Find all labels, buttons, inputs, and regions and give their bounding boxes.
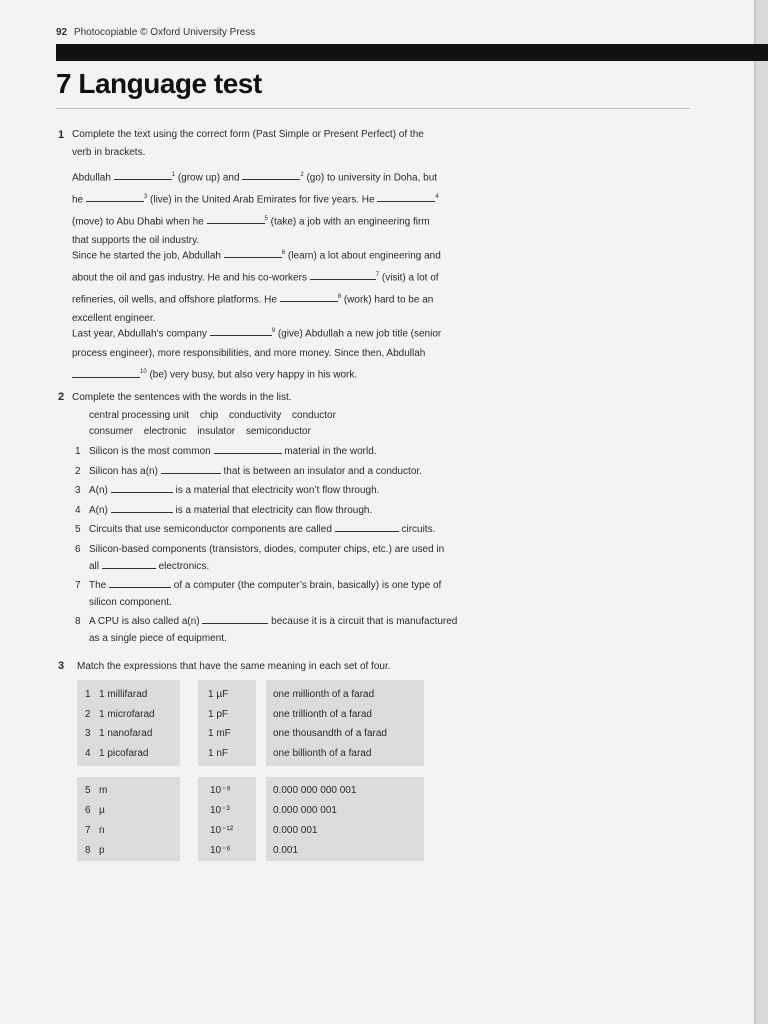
set2-left-item: 7 n: [85, 825, 105, 836]
set2-mid-item: 10⁻⁶: [210, 845, 231, 856]
set1-right-column: [273, 685, 387, 763]
question-3-number: 3: [58, 660, 65, 672]
word: central processing unit: [89, 410, 190, 421]
page-title: 7 Language test: [56, 68, 262, 99]
q1-paragraph-2: [72, 244, 441, 329]
q1-paragraph-1: [72, 166, 439, 251]
sentence-8: 8 A CPU is also called a(n) because it is a circuit that is manufactured: [75, 612, 457, 632]
sentence-6: 6 Silicon-based components (transistors, diodes, computer chips, etc.) are used in: [75, 543, 445, 555]
blank-8[interactable]: [280, 291, 338, 302]
blank-1[interactable]: [114, 169, 172, 180]
blank[interactable]: [111, 482, 173, 493]
word: insulator: [197, 426, 236, 437]
word-list: [89, 408, 344, 440]
set1-right-item: one billionth of a farad: [273, 747, 372, 759]
set1-mid-item: 1 µF: [208, 689, 229, 700]
set2-left-item: 8 p: [85, 845, 105, 856]
q1-line: Since he started the job, Abdullah $^6$ (learn) a lot about engineering and: [72, 244, 441, 266]
set1-right-item: one millionth of a farad: [273, 689, 375, 700]
q1-line: process engineer), more responsibilities, and more money. Since then, Abdullah: [72, 347, 426, 359]
word: conductivity: [228, 410, 282, 421]
set1-right-item: one trillionth of a farad: [273, 708, 372, 720]
blank[interactable]: [161, 463, 221, 474]
blank[interactable]: [109, 577, 171, 588]
blank-10[interactable]: [72, 367, 140, 378]
q1-line: excellent engineer.: [72, 313, 156, 325]
q1-line: refineries, oil wells, and offshore platforms. He $^8$ (work) hard to be an: [72, 288, 441, 310]
set1-left-column: [85, 685, 155, 763]
set2-left-item: 5 m: [85, 785, 108, 796]
blank-5[interactable]: [207, 213, 265, 224]
word: chip: [199, 410, 219, 421]
q1-line: he $^3$ (live) in the United Arab Emirates for five years. He $^4$: [72, 188, 439, 210]
q1-paragraph-3: [72, 322, 441, 385]
blank-4[interactable]: [377, 191, 435, 202]
q1-instruction-line2: verb in brackets.: [72, 147, 146, 158]
set2-left-column: [85, 781, 107, 861]
set1-left-item: 3 1 nanofarad: [85, 728, 153, 739]
page-header: [56, 27, 255, 38]
blank[interactable]: [335, 521, 399, 532]
sentence-1: 1 Silicon is the most common material in the world.: [75, 442, 457, 462]
question-2-instruction: Complete the sentences with the words in the list.: [72, 392, 292, 403]
q2-sentences: [75, 442, 457, 649]
sentence-7: 7 The of a computer (the computer’s brain, basically) is one type of: [75, 576, 457, 596]
word: electronic: [143, 426, 187, 437]
blank[interactable]: [214, 443, 282, 454]
sentence-3: 3 A(n) is a material that electricity won’t flow through.: [75, 481, 457, 501]
set2-mid-item: 10⁻⁹: [210, 785, 231, 796]
q1-line: about the oil and gas industry. He and his co-workers $^7$ (visit) a lot of: [72, 266, 441, 288]
q1-line: Last year, Abdullah’s company $^9$ (give) Abdullah a new job title (senior: [72, 322, 441, 344]
page-number: 92: [56, 27, 68, 38]
header-bar: [56, 44, 768, 61]
blank[interactable]: [102, 558, 156, 569]
set1-mid-column: [208, 685, 231, 763]
set1-left-item: 4 1 picofarad: [85, 747, 149, 759]
blank-9[interactable]: [210, 325, 272, 336]
q1-instruction-line1: Complete the text using the correct form (Past Simple or Present Perfect) of the: [72, 129, 424, 140]
set1-right-item: one thousandth of a farad: [273, 728, 387, 739]
sentence-6-cont: all electronics.: [75, 557, 457, 577]
blank-3[interactable]: [86, 191, 144, 202]
q1-line: that supports the oil industry.: [72, 235, 200, 247]
set2-right-column: [273, 781, 356, 861]
word-list-row: [89, 408, 344, 424]
sentence-4: 4 A(n) is a material that electricity can flow through.: [75, 501, 457, 521]
set2-right-item: 0.000 001: [273, 825, 318, 836]
q1-line: (move) to Abu Dhabi when he $^5$ (take) a job with an engineering firm: [72, 210, 439, 232]
set1-mid-item: 1 pF: [208, 708, 229, 720]
blank[interactable]: [202, 613, 268, 624]
set1-left-item: 1 1 millifarad: [85, 689, 148, 700]
blank[interactable]: [111, 502, 173, 513]
word: semiconductor: [245, 426, 311, 437]
title-divider: [56, 108, 690, 109]
blank-2[interactable]: [242, 169, 300, 180]
question-1-number: 1: [58, 129, 65, 141]
set1-mid-item: 1 mF: [208, 728, 231, 739]
word: consumer: [89, 426, 133, 437]
question-2-number: 2: [58, 391, 65, 403]
sentence-5: 5 Circuits that use semiconductor components are called circuits.: [75, 520, 457, 540]
question-3-instruction: Match the expressions that have the same meaning in each set of four.: [77, 661, 391, 672]
set2-mid-item: 10⁻³: [210, 805, 230, 816]
sentence-8-cont: as a single piece of equipment.: [89, 632, 227, 644]
copyright-text: Photocopiable © Oxford University Press: [73, 27, 256, 38]
set1-mid-item: 1 nF: [208, 747, 229, 759]
set1-left-item: 2 1 microfarad: [85, 708, 155, 720]
q1-line: Abdullah $^1$ (grow up) and $^2$ (go) to university in Doha, but: [72, 166, 439, 188]
word: conductor: [292, 410, 336, 421]
set2-mid-item: 10⁻¹²: [210, 825, 234, 836]
sentence-7-cont: silicon component.: [89, 596, 172, 608]
set2-mid-column: [210, 781, 233, 861]
set2-right-item: 0.001: [273, 845, 299, 856]
q1-line: $^{10}$ (be) very busy, but also very happy in his work.: [72, 363, 441, 385]
blank-7[interactable]: [310, 269, 376, 280]
sentence-2: 2 Silicon has a(n) that is between an insulator and a conductor.: [75, 462, 457, 482]
word-list-row: [89, 424, 344, 440]
set2-right-item: 0.000 000 001: [273, 805, 337, 816]
set2-left-item: 6 µ: [85, 805, 105, 816]
question-1-instruction: [72, 126, 424, 162]
blank-6[interactable]: [224, 247, 282, 258]
set2-right-item: 0.000 000 000 001: [273, 785, 357, 796]
